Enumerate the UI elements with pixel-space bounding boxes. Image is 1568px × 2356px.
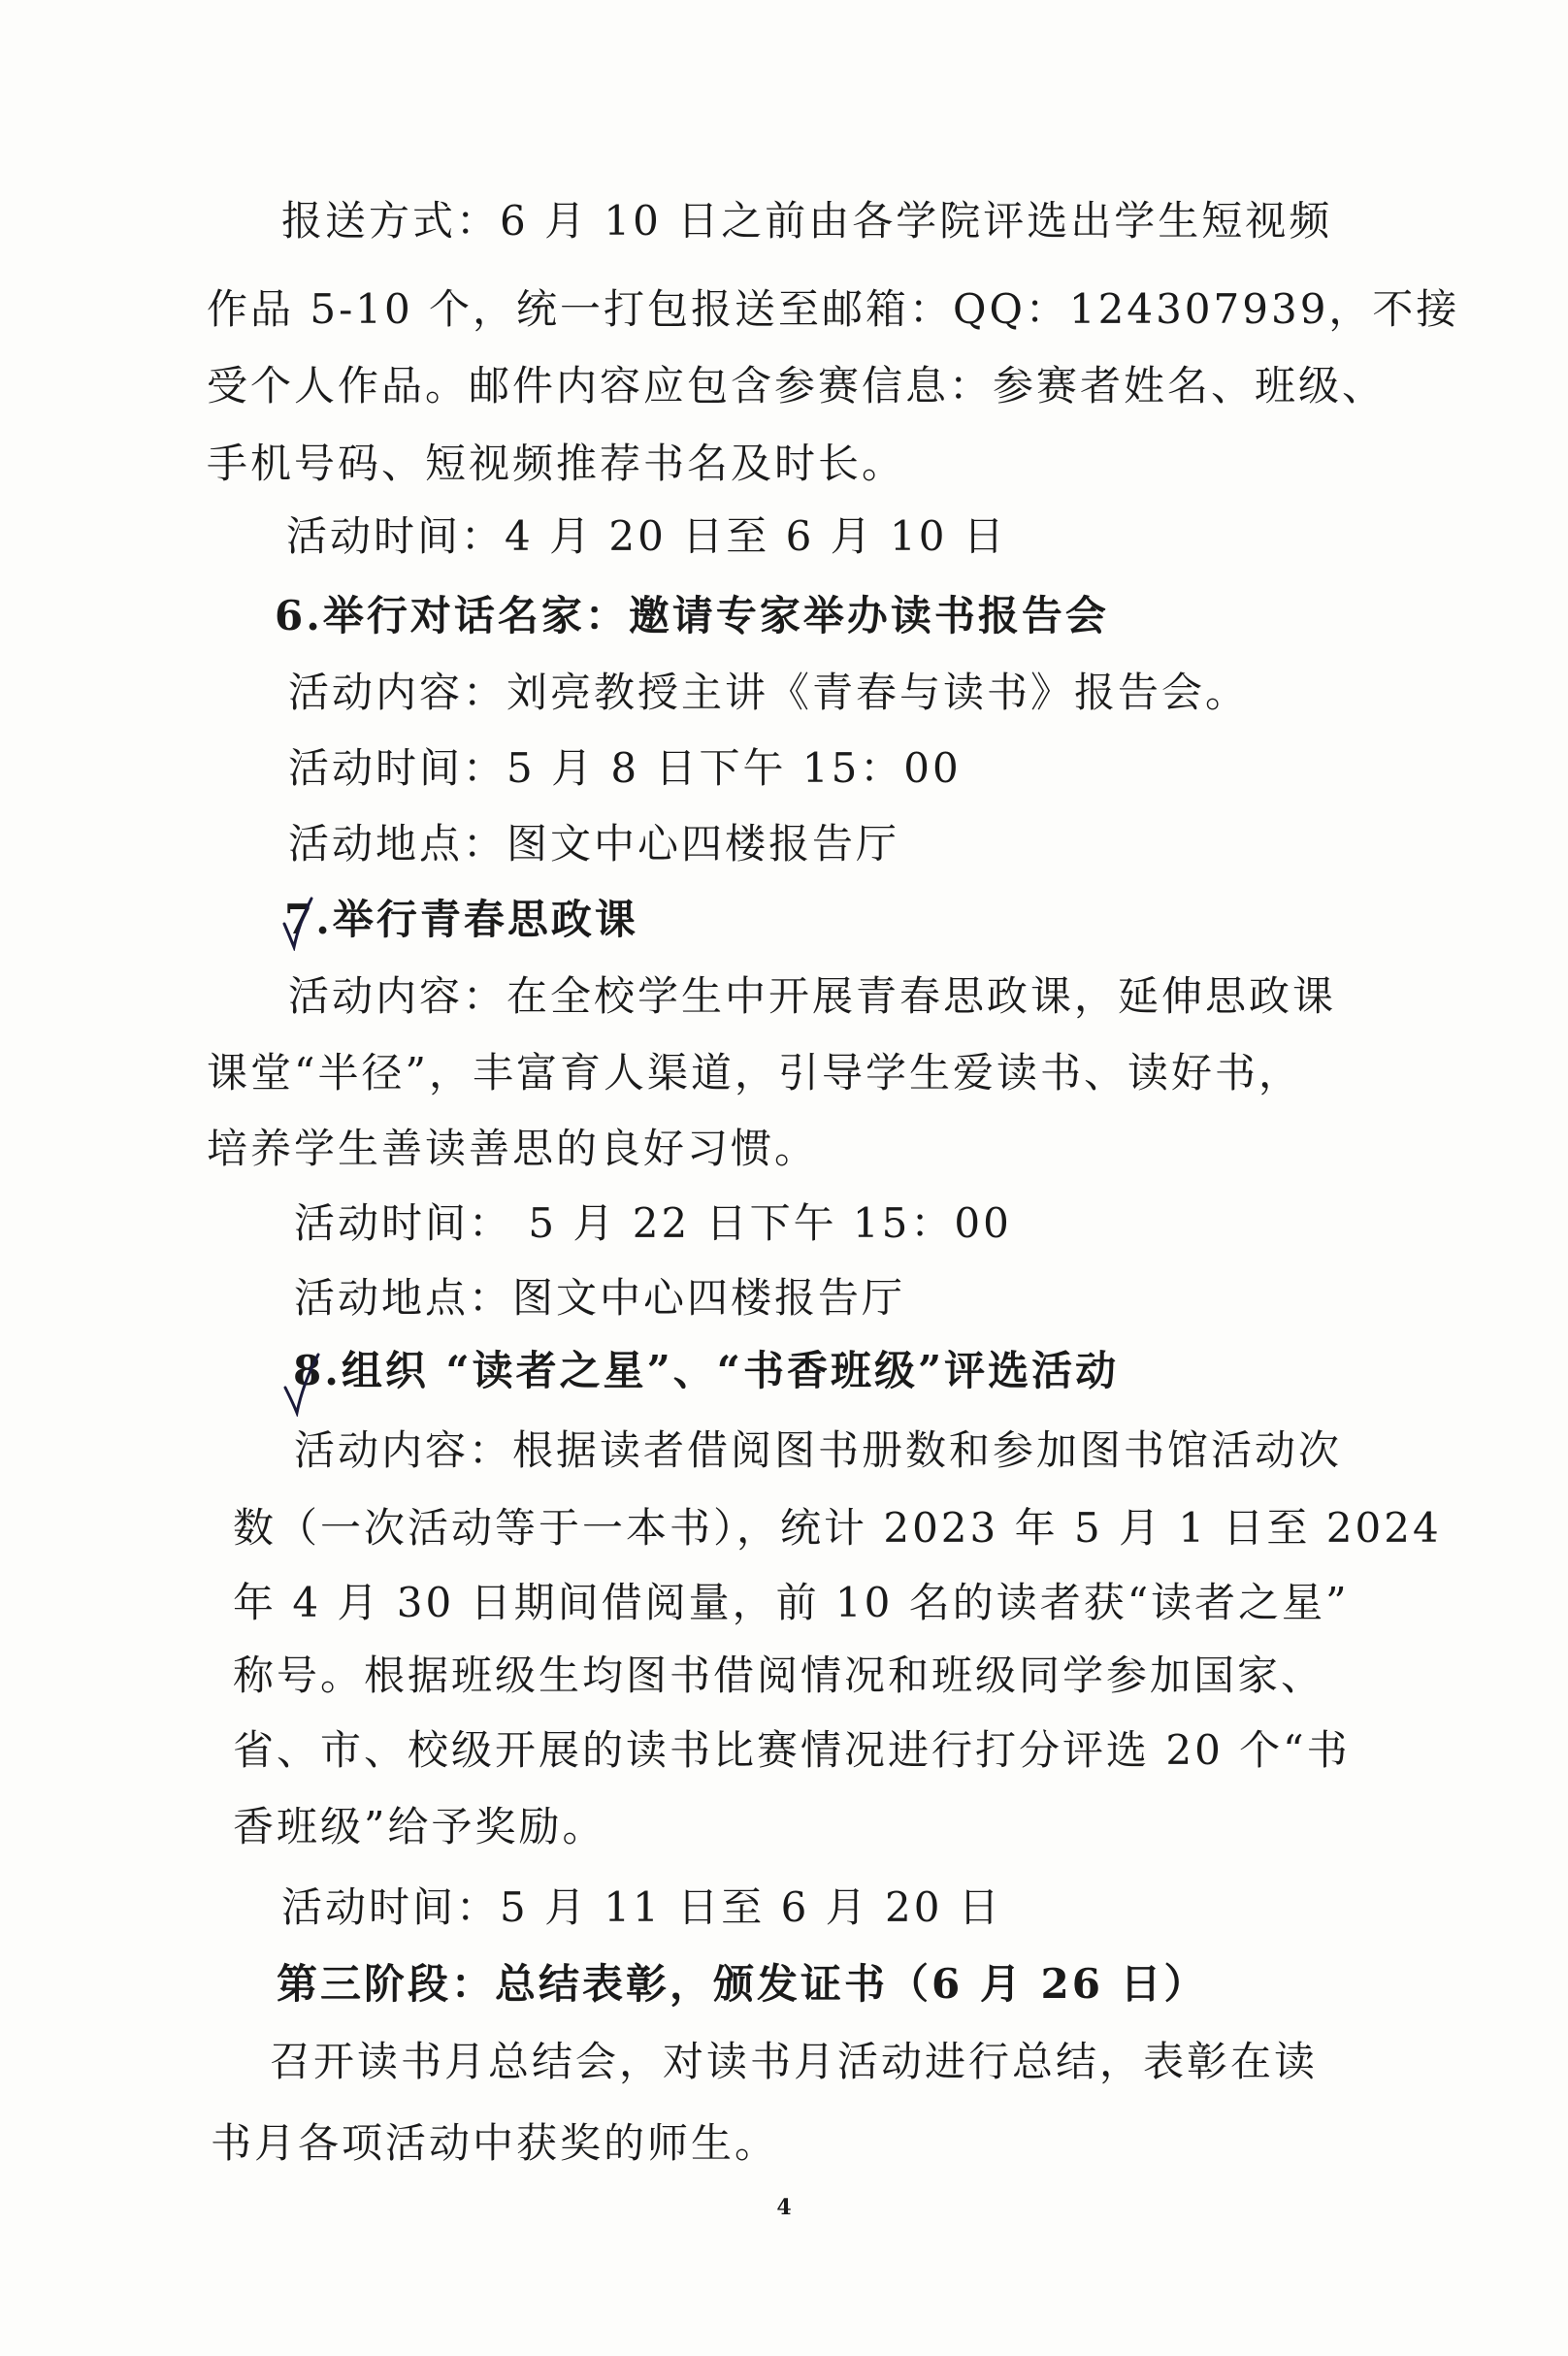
activity-content-7-line-2: 课堂“半径”，丰富育人渠道，引导学生爱读书、读好书， xyxy=(207,1049,1302,1096)
page-number: 4 xyxy=(776,2195,792,2220)
submission-method-line-2: 作品 5-10 个，统一打包报送至邮箱：QQ：124307939，不接 xyxy=(207,285,1460,333)
submission-method-line-3: 受个人作品。邮件内容应包含参赛信息：参赛者姓名、班级、 xyxy=(207,362,1387,409)
activity-content-8-line-5: 省、市、校级开展的读书比赛情况进行打分评选 20 个“书 xyxy=(233,1726,1351,1774)
section-heading-6: 6.举行对话名家：邀请专家举办读书报告会 xyxy=(275,592,1109,639)
activity-content-7-line-3: 培养学生善读善思的良好习惯。 xyxy=(207,1125,819,1172)
activity-content-6: 活动内容：刘亮教授主讲《青春与读书》报告会。 xyxy=(288,669,1250,716)
activity-time-8: 活动时间：5 月 11 日至 6 月 20 日 xyxy=(281,1883,1002,1931)
activity-time-6: 活动时间：5 月 8 日下午 15：00 xyxy=(288,744,962,792)
submission-method-line-1: 报送方式：6 月 10 日之前由各学院评选出学生短视频 xyxy=(281,197,1333,245)
activity-content-8-line-1: 活动内容：根据读者借阅图书册数和参加图书馆活动次 xyxy=(294,1426,1343,1474)
activity-content-8-line-4: 称号。根据班级生均图书借阅情况和班级同学参加国家、 xyxy=(233,1652,1325,1699)
section-heading-7: 7.举行青春思政课 xyxy=(284,896,638,943)
stage-three-heading: 第三阶段：总结表彰，颁发证书（6 月 26 日） xyxy=(277,1960,1208,2008)
summary-paragraph-line-2: 书月各项活动中获奖的师生。 xyxy=(211,2119,779,2167)
activity-content-8-line-6: 香班级”给予奖励。 xyxy=(233,1803,606,1850)
activity-time-7: 活动时间： 5 月 22 日下午 15：00 xyxy=(294,1199,1012,1247)
activity-location-6: 活动地点：图文中心四楼报告厅 xyxy=(288,820,900,867)
section-heading-8: 8.组织 “读者之星”、“书香班级”评选活动 xyxy=(293,1347,1120,1394)
activity-location-7: 活动地点：图文中心四楼报告厅 xyxy=(294,1274,906,1322)
activity-time-video: 活动时间：4 月 20 日至 6 月 10 日 xyxy=(286,512,1007,560)
activity-content-8-line-2: 数（一次活动等于一本书），统计 2023 年 5 月 1 日至 2024 xyxy=(233,1504,1442,1552)
activity-content-8-line-3: 年 4 月 30 日期间借阅量，前 10 名的读者获“读者之星” xyxy=(233,1579,1350,1626)
summary-paragraph-line-1: 召开读书月总结会，对读书月活动进行总结，表彰在读 xyxy=(270,2038,1319,2085)
submission-method-line-4: 手机号码、短视频推荐书名及时长。 xyxy=(207,440,906,487)
activity-content-7-line-1: 活动内容：在全校学生中开展青春思政课，延伸思政课 xyxy=(288,972,1337,1020)
